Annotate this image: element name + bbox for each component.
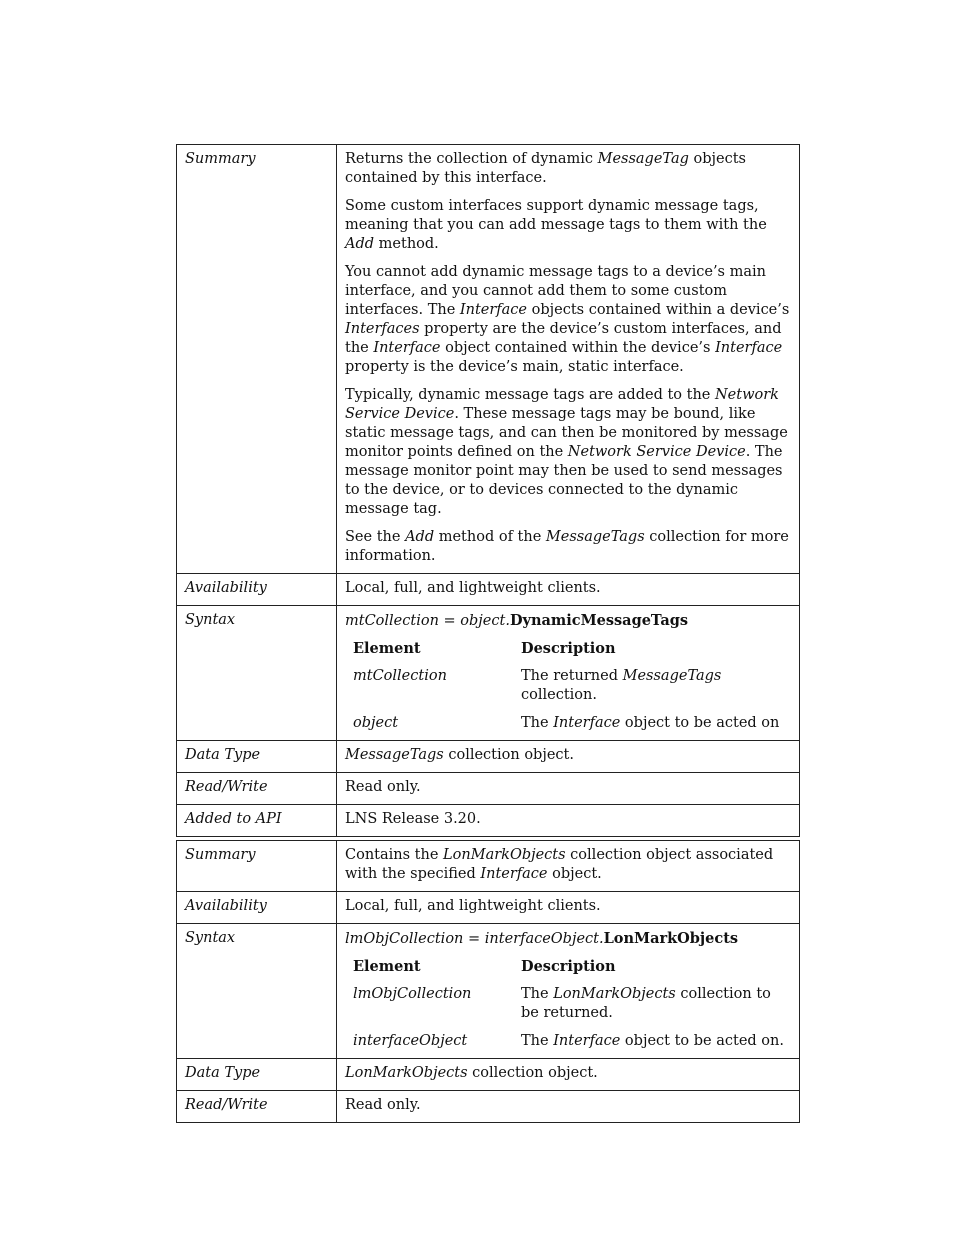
text: Returns the collection of dynamic (345, 151, 598, 167)
text: objects contained by this interface. (345, 151, 746, 186)
text: Contains the (345, 847, 444, 863)
availability-value: Local, full, and lightweight clients. (337, 574, 800, 606)
syntax-label: Syntax (177, 606, 337, 741)
text: method. (374, 236, 439, 252)
element-header-row (345, 639, 791, 667)
text-italic: MessageTags (545, 529, 645, 545)
summary-row (177, 841, 800, 892)
availability-label: Availability (177, 574, 337, 606)
text-italic: Interface (459, 302, 528, 318)
text-italic: MessageTags (622, 668, 722, 684)
text: collection. (521, 687, 597, 703)
text-italic: LonMarkObjects (443, 847, 566, 863)
summary-paragraph (345, 150, 791, 188)
element-description (521, 714, 791, 733)
element-table (345, 957, 791, 1051)
text: object to be acted on. (620, 1033, 784, 1049)
text: . The message monitor point may then be used to send messages to the device, or to devices connected to the dynamic message tag. (345, 444, 783, 517)
text: Typically, dynamic message tags are added to the (345, 387, 715, 403)
dynamic-message-tags-table (176, 144, 800, 837)
text: The (521, 986, 554, 1002)
element-name: mtCollection (353, 668, 447, 684)
datatype-label: Data Type (177, 1059, 337, 1091)
readwrite-value: Read only. (337, 773, 800, 805)
text: collection object associated with the specified (345, 847, 774, 882)
text-italic: Add (405, 529, 435, 545)
text: Some custom interfaces support dynamic message tags, meaning that you can add message tags to them with the (345, 198, 767, 233)
text: collection object. (467, 1065, 598, 1081)
added-row (177, 805, 800, 837)
element-header: Element (353, 958, 421, 975)
element-header: Element (353, 640, 421, 657)
element-row (345, 985, 791, 1032)
text-italic: Interface (715, 340, 783, 356)
syntax-variable: mtCollection (345, 613, 439, 629)
syntax-property: DynamicMessageTags (509, 612, 689, 629)
lonmark-objects-table (176, 840, 800, 1123)
text-italic: MessageTags (345, 747, 444, 763)
summary-text (337, 145, 800, 574)
datatype-value (337, 741, 800, 773)
text-italic: MessageTag (597, 151, 689, 167)
text: collection for more information. (345, 529, 789, 564)
text-italic: Network Service Device (567, 444, 746, 460)
summary-paragraph (345, 528, 791, 566)
text: object contained within the device’s (440, 340, 716, 356)
summary-label: Summary (177, 841, 337, 892)
text: collection to be returned. (521, 986, 771, 1021)
syntax-object: interfaceObject. (484, 931, 604, 947)
text-italic: LonMarkObjects (553, 986, 676, 1002)
summary-paragraph (345, 386, 791, 519)
readwrite-row (177, 773, 800, 805)
element-description (521, 1032, 791, 1051)
availability-value: Local, full, and lightweight clients. (337, 892, 800, 924)
syntax-label: Syntax (177, 924, 337, 1059)
syntax-row (177, 924, 800, 1059)
text: collection object. (443, 747, 574, 763)
element-row (345, 714, 791, 733)
text: object to be acted on (620, 715, 780, 731)
summary-paragraph (345, 197, 791, 254)
summary-paragraph (345, 263, 791, 377)
text: property is the device’s main, static interface. (345, 359, 684, 375)
text-italic: Interface (553, 715, 621, 731)
datatype-value (337, 1059, 800, 1091)
text-italic: Interfaces (345, 321, 420, 337)
datatype-label: Data Type (177, 741, 337, 773)
text: You cannot add dynamic message tags to a device’s main interface, and you cannot add them to some custom interfaces. The (345, 264, 766, 318)
syntax-object: object. (460, 613, 510, 629)
syntax-cell (337, 924, 800, 1059)
element-description (521, 667, 791, 714)
syntax-cell (337, 606, 800, 741)
element-header-row (345, 957, 791, 985)
readwrite-label: Read/Write (177, 1091, 337, 1123)
text: The returned (521, 668, 623, 684)
readwrite-row (177, 1091, 800, 1123)
text: object. (547, 866, 602, 882)
availability-label: Availability (177, 892, 337, 924)
text-italic: Interface (480, 866, 548, 882)
description-header: Description (521, 640, 616, 657)
text-italic: Interface (553, 1033, 621, 1049)
readwrite-value: Read only. (337, 1091, 800, 1123)
text: See the (345, 529, 406, 545)
text-italic: Add (345, 236, 375, 252)
text-italic: LonMarkObjects (345, 1065, 468, 1081)
syntax-row (177, 606, 800, 741)
element-row (345, 1032, 791, 1051)
element-name: interfaceObject (353, 1033, 468, 1049)
syntax-equals: = (438, 613, 461, 629)
summary-text (337, 841, 800, 892)
availability-row (177, 892, 800, 924)
text: . These message tags may be bound, like static message tags, and can then be monitored by message monitor points defined on the (345, 406, 788, 460)
datatype-row (177, 1059, 800, 1091)
text: objects contained within a device’s (527, 302, 790, 318)
readwrite-label: Read/Write (177, 773, 337, 805)
datatype-row (177, 741, 800, 773)
description-header: Description (521, 958, 616, 975)
element-description (521, 985, 791, 1032)
syntax-line (345, 611, 791, 631)
syntax-line (345, 929, 791, 949)
text: method of the (434, 529, 546, 545)
syntax-equals: = (463, 931, 485, 947)
added-label: Added to API (177, 805, 337, 837)
text: The (521, 715, 554, 731)
text-italic: Interface (373, 340, 441, 356)
syntax-variable: lmObjCollection (345, 931, 464, 947)
text: property are the device’s custom interfaces, and the (345, 321, 782, 356)
element-name: lmObjCollection (353, 986, 472, 1002)
syntax-property: LonMarkObjects (603, 930, 739, 947)
summary-row (177, 145, 800, 574)
element-name: object (353, 715, 399, 731)
text: The (521, 1033, 554, 1049)
text-italic: Network Service Device (345, 387, 779, 422)
element-table (345, 639, 791, 733)
added-value: LNS Release 3.20. (337, 805, 800, 837)
element-row (345, 667, 791, 714)
summary-label: Summary (177, 145, 337, 574)
availability-row (177, 574, 800, 606)
